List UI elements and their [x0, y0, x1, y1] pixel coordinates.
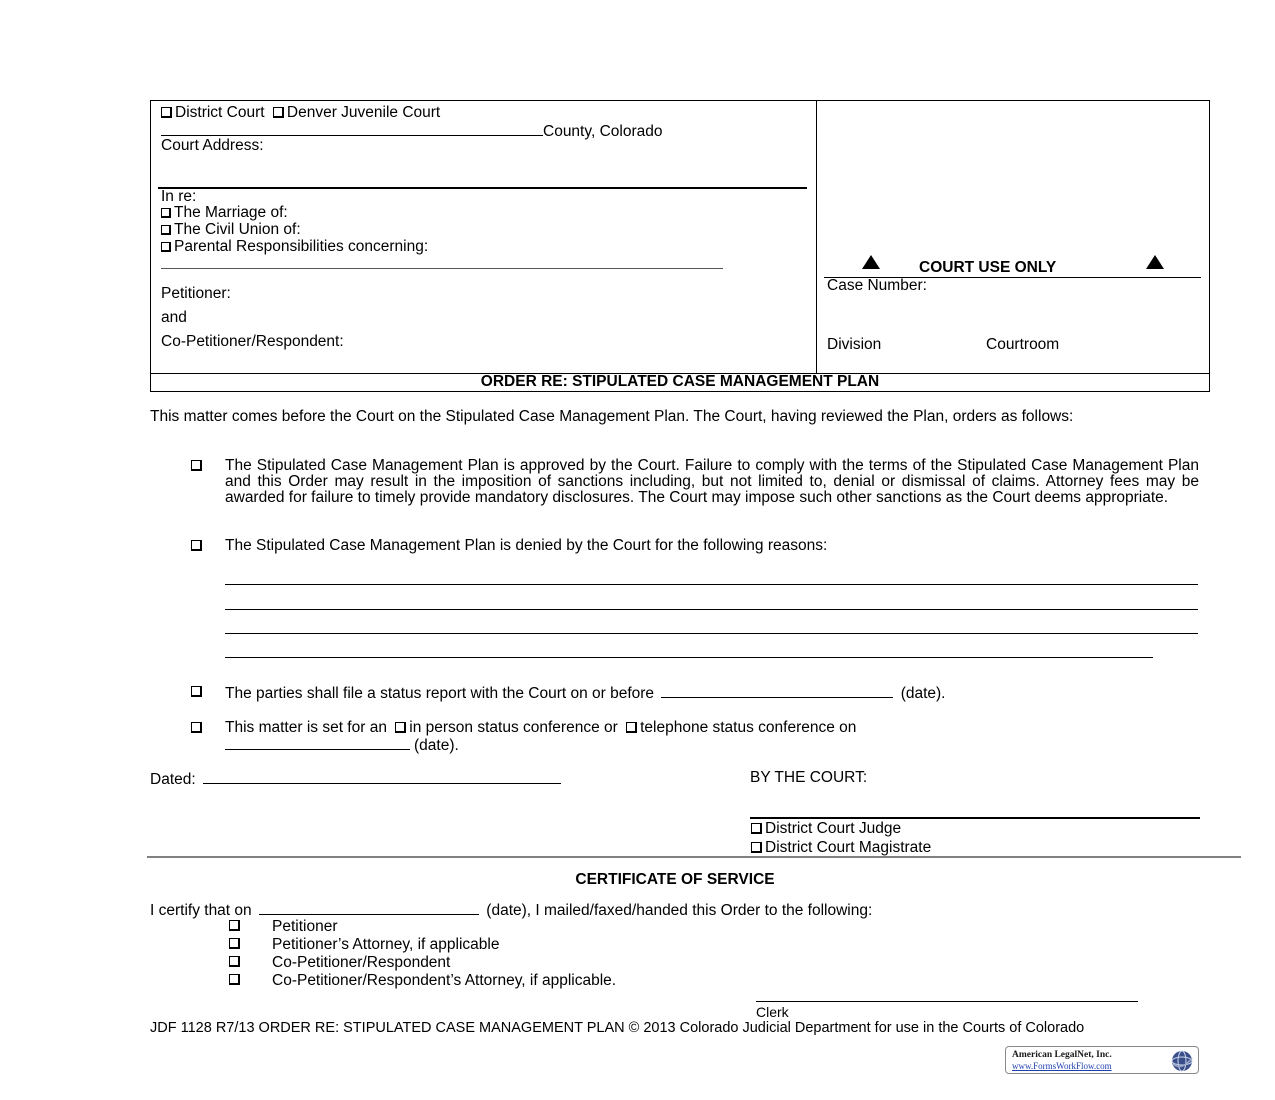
dated-blank[interactable]: [203, 769, 561, 784]
in-person-checkbox[interactable]: [395, 722, 406, 733]
parental-label: Parental Responsibilities concerning:: [174, 238, 429, 255]
and-label: and: [161, 309, 187, 326]
clerk-signature-line[interactable]: [756, 1001, 1138, 1002]
recipient-checkbox[interactable]: [229, 938, 240, 949]
recipient-label: Co-Petitioner/Respondent’s Attorney, if applicable.: [272, 972, 617, 989]
judge-checkbox[interactable]: [751, 823, 762, 834]
magistrate-label: District Court Magistrate: [765, 839, 932, 856]
case-type-marriage: [161, 204, 288, 222]
approved-checkbox[interactable]: [191, 460, 202, 471]
conference-checkbox[interactable]: [191, 722, 202, 733]
district-court-checkbox[interactable]: [161, 107, 172, 118]
triangle-up-icon: [1146, 255, 1164, 269]
denied-text: The Stipulated Case Management Plan is denied by the Court for the following reasons:: [225, 537, 828, 554]
co-petitioner-label: Co-Petitioner/Respondent:: [161, 333, 344, 350]
civil-union-checkbox[interactable]: [161, 225, 171, 235]
case-type-civil-union: [161, 221, 301, 239]
conference-date-blank[interactable]: [225, 735, 410, 750]
clerk-label: Clerk: [756, 1004, 789, 1020]
by-the-court-label: BY THE COURT:: [750, 769, 868, 786]
in-person-label: in person status conference or: [409, 719, 618, 736]
case-number-label: Case Number:: [827, 277, 927, 294]
court-address-label: Court Address:: [161, 137, 264, 154]
party-names-line[interactable]: [161, 268, 723, 269]
court-use-only-label: COURT USE ONLY: [919, 259, 1057, 276]
approved-text: The Stipulated Case Management Plan is approved by the Court. Failure to comply with the terms of the Stipulated Case Management Plan and this Order may result in the imposition of sanctions including, but not limited to, denial or dismissal of claims. Attorney fees may be awarded for failure to timely provide mandatory disclosures. The Court may impose such other sanctions as the Court deems appropriate.: [225, 457, 1199, 506]
telephone-label: telephone status conference on: [640, 719, 857, 736]
telephone-checkbox[interactable]: [626, 722, 637, 733]
civil-union-label: The Civil Union of:: [174, 221, 301, 238]
status-report-date-blank[interactable]: [661, 683, 893, 698]
county-label: County, Colorado: [543, 123, 663, 140]
petitioner-label: Petitioner:: [161, 285, 231, 302]
dated-label: Dated:: [150, 771, 196, 788]
judge-option: [751, 820, 901, 838]
courtroom-label: Courtroom: [986, 336, 1060, 353]
reasons-line[interactable]: [225, 657, 1153, 658]
forms-workflow-logo[interactable]: [1005, 1046, 1199, 1074]
denied-checkbox[interactable]: [191, 540, 202, 551]
denver-juvenile-court-checkbox[interactable]: [273, 107, 284, 118]
certify-date-label: (date), I mailed/faxed/handed this Order to the following:: [486, 902, 873, 919]
section-divider: [147, 856, 1241, 858]
caption-vertical-divider: [816, 100, 817, 373]
page-title: ORDER RE: STIPULATED CASE MANAGEMENT PLAN: [480, 373, 880, 390]
conference-date-label: (date).: [414, 737, 459, 754]
denver-juvenile-court-label: Denver Juvenile Court: [286, 104, 441, 121]
recipient-label: Co-Petitioner/Respondent: [272, 954, 451, 971]
globe-icon: [1170, 1049, 1194, 1073]
status-report-text: [225, 683, 946, 703]
judge-label: District Court Judge: [765, 820, 902, 837]
case-type-parental: [161, 238, 428, 256]
marriage-checkbox[interactable]: [161, 208, 171, 218]
intro-paragraph: This matter comes before the Court on the Stipulated Case Management Plan. The Court, having reviewed the Plan, orders as follows:: [150, 408, 1074, 425]
status-report-checkbox[interactable]: [191, 686, 202, 697]
recipient-label: Petitioner: [272, 918, 338, 935]
division-label: Division: [827, 336, 882, 353]
conference-date-line: [225, 735, 459, 755]
conference-label: This matter is set for an: [225, 719, 387, 736]
magistrate-checkbox[interactable]: [751, 842, 762, 853]
recipient-checkbox[interactable]: [229, 974, 240, 985]
in-re-label: In re:: [161, 188, 197, 205]
district-court-label: District Court: [175, 104, 265, 121]
recipient-checkbox[interactable]: [229, 920, 240, 931]
certify-line: [150, 900, 872, 920]
magistrate-option: [751, 839, 931, 857]
triangle-up-icon: [862, 255, 880, 269]
parental-checkbox[interactable]: [161, 242, 171, 252]
court-address-line: [158, 187, 807, 189]
status-report-label: The parties shall file a status report with the Court on or before: [225, 685, 655, 702]
logo-url: www.FormsWorkFlow.com: [1012, 1061, 1112, 1071]
recipient-checkbox[interactable]: [229, 956, 240, 967]
dated-line: [150, 769, 561, 789]
logo-company-name: American LegalNet, Inc.: [1012, 1050, 1112, 1060]
certificate-heading: CERTIFICATE OF SERVICE: [575, 871, 775, 888]
status-report-date-label: (date).: [900, 685, 946, 702]
reasons-line[interactable]: [225, 584, 1198, 585]
marriage-label: The Marriage of:: [174, 204, 288, 221]
certify-date-blank[interactable]: [259, 900, 479, 915]
form-footer: JDF 1128 R7/13 ORDER RE: STIPULATED CASE MANAGEMENT PLAN © 2013 Colorado Judicial Department for use in the Courts of Colorado: [150, 1020, 1085, 1036]
reasons-line[interactable]: [225, 609, 1198, 610]
judge-signature-line[interactable]: [750, 817, 1200, 819]
county-blank[interactable]: [161, 121, 543, 136]
reasons-line[interactable]: [225, 633, 1198, 634]
recipient-label: Petitioner’s Attorney, if applicable: [272, 936, 500, 953]
certify-label: I certify that on: [150, 902, 252, 919]
court-options: [161, 104, 440, 122]
